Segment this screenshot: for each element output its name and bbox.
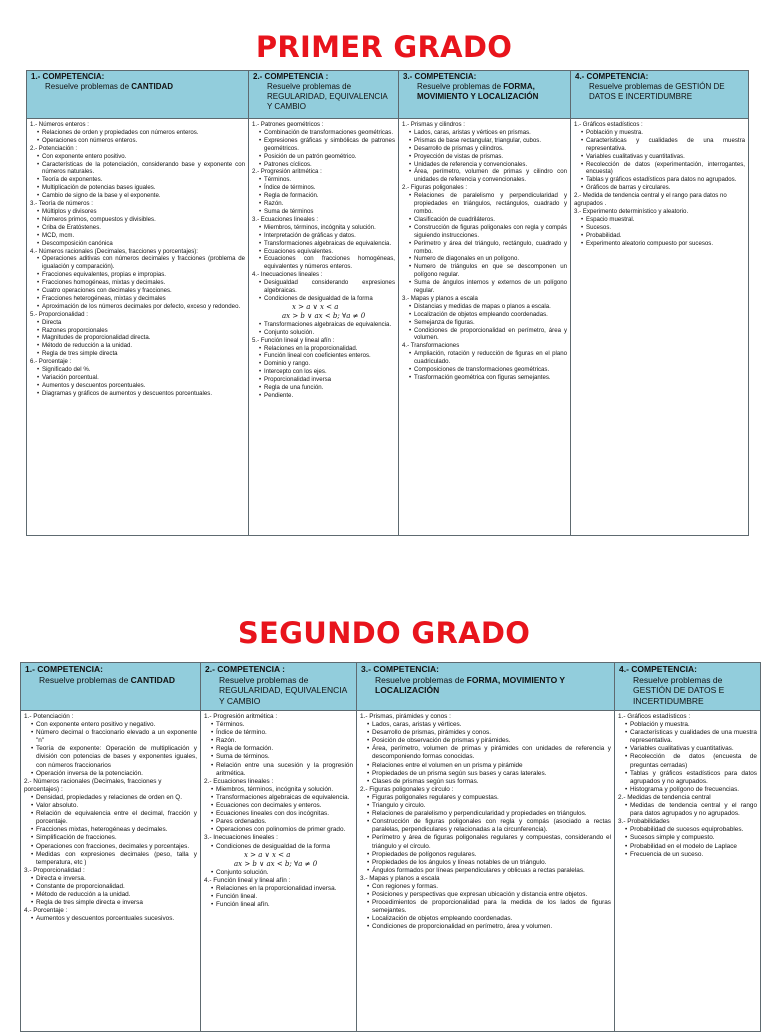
section-title: 5.- Función lineal y lineal afín : — [252, 336, 335, 344]
topic-item: • Conjunto solución. — [264, 329, 395, 337]
topic-item: • Aumentos y descuentos porcentuales sucesivos. — [36, 915, 197, 923]
topic-item: • Fracciones heterogéneas, mixtas y decimales — [42, 295, 245, 303]
topic-item: • Recolección de datos (experimentación, interrogantes, encuesta) — [586, 161, 745, 177]
topic-list — [252, 321, 395, 337]
topic-item: • Relaciones de paralelismo y perpendicularidad y propiedades en triángulos. — [372, 810, 611, 818]
section-title: 3.- Mapas y planos a escala — [360, 874, 440, 882]
topic-item: • Triangulo y circulo. — [372, 802, 611, 810]
topic-item: • Función lineal afín. — [216, 901, 353, 909]
competency-text: Resuelve problemas de — [45, 82, 132, 91]
topic-item: • Figuras poligonales regulares y compuestas. — [372, 794, 611, 802]
section-title: 3.- Inecuaciones lineales : — [204, 834, 278, 842]
competency-3-content — [399, 119, 571, 536]
topic-item: • MCD, mcm. — [42, 232, 245, 240]
competency-text: Resuelve problemas de REGULARIDAD, EQUIVALENCIA Y CAMBIO — [219, 674, 347, 706]
section-title: 2.- Progresión aritmética : — [252, 168, 322, 176]
grade-2-title: SEGUNDO GRADO — [237, 616, 531, 650]
section-title: 4.- Números racionales (Decimales, fracciones y porcentajes): — [30, 247, 198, 255]
topic-item: • Perímetro y área del triángulo, rectángulo, cuadrado y rombo. — [414, 240, 567, 256]
section-title: 1.- Gráficos estadísticos : — [574, 121, 643, 128]
competency-text: Resuelve problemas de — [375, 674, 467, 685]
grade-1-title: PRIMER GRADO — [255, 30, 513, 64]
competency-number: 3.- COMPETENCIA: — [403, 72, 477, 81]
topic-item: • Razones proporcionales — [42, 327, 245, 335]
topic-item: • Medidas de tendencia central y el rango para datos agrupados y no agrupados. — [630, 802, 757, 818]
competency-description — [403, 82, 566, 102]
competency-focus: CANTIDAD — [131, 82, 174, 91]
topic-item: • Espacio muestral. — [586, 216, 745, 224]
topic-item: • Operaciones con números enteros. — [42, 137, 245, 145]
topic-list — [618, 826, 757, 858]
topic-item: • Variación porcentual. — [42, 374, 245, 382]
topic-item: • Función lineal. — [216, 893, 353, 901]
section-title: 2.- Figuras poligonales y circulo : — [360, 785, 454, 793]
competency-4-header — [571, 71, 749, 119]
topic-item: • Regla de formación. — [264, 192, 395, 200]
topic-item: • Localización de objetos empleando coordenadas. — [414, 311, 567, 319]
topic-item: • Con exponente entero positivo y negativo. — [36, 721, 197, 729]
topic-item: • Variables cualitativas y cuantitativas. — [586, 153, 745, 161]
topic-item: • Distancias y medidas de mapas o planos a escala. — [414, 303, 567, 311]
topic-item: • Probabilidad. — [586, 232, 745, 240]
inequality-formula: x > a ∨ x < a — [244, 850, 291, 859]
topic-item: • Números primos, compuestos y divisibles. — [42, 216, 245, 224]
topic-item: • Aumentos y descuentos porcentuales. — [42, 382, 245, 390]
topic-item: • Criba de Eratóstenes. — [42, 224, 245, 232]
competency-text: Resuelve problemas de — [39, 674, 131, 685]
topic-list — [24, 875, 197, 907]
section-title: 4.- Inecuaciones lineales : — [252, 271, 323, 279]
competency-4-header — [615, 663, 761, 711]
topic-list — [30, 255, 245, 310]
topic-item: • Semejanza de figuras. — [414, 319, 567, 327]
topic-list — [574, 216, 745, 248]
competency-2-content — [249, 119, 399, 536]
competency-number: 3.- COMPETENCIA: — [361, 664, 439, 674]
topic-item: • Significado del %. — [42, 366, 245, 374]
inequality-formula: ax > b ∨ ax < b; ∀a ≠ 0 — [282, 311, 366, 320]
topic-item: • Con regiones y formas. — [372, 883, 611, 891]
topic-list — [30, 153, 245, 200]
topic-item: • Características de la potenciación, considerando base y exponente con números naturales. — [42, 161, 245, 177]
competency-number: 4.- COMPETENCIA: — [619, 664, 697, 674]
inequality-formula: ax > b ∨ ax < b; ∀a ≠ 0 — [234, 859, 318, 868]
competency-description — [575, 82, 744, 102]
topic-item: • Transformaciones algebraicas de equivalencia. — [264, 321, 395, 329]
section-title: 3.- Probabilidades — [618, 818, 670, 826]
section-title: 2.- Potenciación : — [30, 144, 78, 152]
competency-description — [31, 82, 244, 92]
topic-item: • Índice de término. — [216, 729, 353, 737]
competency-focus: FORMA, MOVIMIENTO Y LOCALIZACIÓN — [417, 82, 539, 101]
topic-item: • Número decimal o fraccionario elevado a un exponente "n" — [36, 729, 197, 745]
topic-list — [204, 721, 353, 778]
topic-item: • Construcción de figuras poligonales con regla y compás (asociado a rectas paralelas, perpendiculares y relacionadas a la circunferencia). — [372, 818, 611, 834]
topic-item: • Proporcionalidad inversa — [264, 376, 395, 384]
topic-item: • Miembros, términos, incógnita y solución. — [264, 224, 395, 232]
topic-item: • Localización de objetos empleando coordenadas. — [372, 915, 611, 923]
topic-item: • Desigualdad considerando expresiones algebraicas. — [264, 279, 395, 295]
topic-list — [402, 129, 567, 184]
topic-list — [204, 786, 353, 835]
topic-item: • Medidas con expresiones decimales (peso, talla y temperatura, etc ) — [36, 851, 197, 867]
competency-text: Resuelve problemas de — [417, 82, 504, 91]
topic-list — [402, 192, 567, 295]
topic-item: • Regla de tres simple directa e inversa — [36, 899, 197, 907]
topic-item: • Condiciones de desigualdad de la forma — [216, 843, 353, 851]
topic-item: • Prismas de base rectangular, triangular, cubos. — [414, 137, 567, 145]
topic-item: • Características y cualidades de una muestra representativa. — [630, 729, 757, 745]
section-title: 3.- Experimento determinístico y aleatorio. — [574, 207, 689, 215]
topic-list — [24, 794, 197, 867]
topic-item: • Relaciones en la proporcionalidad inversa. — [216, 885, 353, 893]
competency-description — [619, 675, 756, 707]
topic-item: • Sucesos. — [586, 224, 745, 232]
topic-item: • Clasificación de cuadriláteros. — [414, 216, 567, 224]
competency-focus: FORMA, MOVIMIENTO Y LOCALIZACIÓN — [375, 674, 565, 695]
competency-focus: CANTIDAD — [130, 674, 176, 685]
topic-item: • Relaciones entre el volumen en un prisma y pirámide — [372, 762, 611, 770]
section-title: 4.- Porcentaje : — [24, 907, 68, 915]
competency-2-header — [249, 71, 399, 119]
topic-item: • Dominio y rango. — [264, 360, 395, 368]
section-title: 1.- Patrones geométricos : — [252, 121, 324, 128]
grade-2-table — [20, 662, 761, 1032]
topic-item: • Fracciones equivalentes, propias e impropias. — [42, 271, 245, 279]
competency-3-header — [399, 71, 571, 119]
competency-number: 2.- COMPETENCIA : — [253, 72, 329, 81]
topic-item: • Intercepto con los ejes. — [264, 368, 395, 376]
topic-item: • Propiedades de los ángulos y líneas notables de un triángulo. — [372, 859, 611, 867]
topic-list — [360, 794, 611, 875]
topic-item: • Ángulos formados por líneas perpendiculares y oblicuas a rectas paralelas. — [372, 867, 611, 875]
section-title: 6.- Porcentaje : — [30, 358, 72, 366]
competency-description — [205, 675, 352, 707]
section-title: 2.- Ecuaciones lineales : — [204, 777, 274, 785]
topic-item: • Proyección de vistas de prismas. — [414, 153, 567, 161]
topic-item: • Clases de prismas según sus formas. — [372, 778, 611, 786]
topic-item: • Condiciones de desigualdad de la forma — [264, 295, 395, 303]
competency-3-header — [357, 663, 615, 711]
topic-item: • Propiedades de un prisma según sus bases y caras laterales. — [372, 770, 611, 778]
topic-item: • Regla de una función. — [264, 384, 395, 392]
topic-item: • Relaciones de paralelismo y perpendicularidad y propiedades en triángulos, rectángulos, cuadrado y rombo. — [414, 192, 567, 216]
section-title: 2.- Medidas de tendencia central — [618, 793, 711, 801]
competency-description — [25, 675, 196, 686]
section-title: 4.- Función lineal y lineal afín : — [204, 876, 291, 884]
topic-item: • Ecuaciones con fracciones homogéneas, equivalentes y números enteros. — [264, 255, 395, 271]
topic-item: • Combinación de transformaciones geométricas. — [264, 129, 395, 137]
grade-1-table — [26, 70, 749, 536]
competency-description — [361, 675, 610, 696]
section-title: 1.- Prismas, pirámides y conos : — [360, 713, 451, 720]
topic-item: • Condiciones de proporcionalidad en perímetro, área y volumen. — [372, 923, 611, 931]
topic-item: • Tablas y gráficos estadísticos para datos agrupados y no agrupados. — [630, 770, 757, 786]
topic-item: • Recolección de datos (encuesta de preguntas cerradas) — [630, 753, 757, 769]
topic-item: • Miembros, términos, incógnita y solución. — [216, 786, 353, 794]
topic-list — [402, 350, 567, 382]
topic-list — [252, 345, 395, 400]
topic-item: • Población y muestra. — [586, 129, 745, 137]
topic-item: • Transformaciones algebraicas de equivalencia. — [216, 794, 353, 802]
topic-list — [360, 721, 611, 786]
topic-item: • Ecuaciones equivalentes. — [264, 248, 395, 256]
topic-item: • Método de reducción a la unidad. — [36, 891, 197, 899]
topic-item: • Razón. — [264, 200, 395, 208]
topic-list — [24, 721, 197, 778]
topic-item: • Sucesos simple y compuesto. — [630, 834, 757, 842]
topic-item: • Relaciones de orden y propiedades con números enteros. — [42, 129, 245, 137]
topic-item: • Magnitudes de proporcionalidad directa. — [42, 334, 245, 342]
competency-3-content — [357, 711, 615, 1032]
topic-list — [30, 208, 245, 248]
competency-1-content — [27, 119, 249, 536]
competency-text: Resuelve problemas de GESTIÓN DE DATOS E INCERTIDUMBRE — [633, 674, 725, 706]
topic-item: • Pares ordenados. — [216, 818, 353, 826]
section-title: 1.- Gráficos estadísticos : — [618, 713, 691, 720]
topic-item: • Directa — [42, 319, 245, 327]
topic-item: • Función lineal con coeficientes enteros. — [264, 352, 395, 360]
topic-item: • Índice de términos. — [264, 184, 395, 192]
topic-item: • Multiplicación de potencias bases iguales. — [42, 184, 245, 192]
content-row — [21, 711, 761, 1032]
topic-list — [252, 176, 395, 216]
competency-2-content — [201, 711, 357, 1032]
competency-number: 4.- COMPETENCIA: — [575, 72, 649, 81]
section-title: 3.- Ecuaciones lineales : — [252, 215, 319, 223]
topic-item: • Área, perímetro, volumen de primas y pirámides con unidades de referencia y descomponiendo formas conocidas. — [372, 745, 611, 761]
topic-item: • Suma de ángulos internos y externos de un polígono regular. — [414, 279, 567, 295]
topic-item: • Numero de triángulos en que se descomponen un polígono regular. — [414, 263, 567, 279]
topic-item: • Simplificación de fracciones. — [36, 834, 197, 842]
topic-item: • Fracciones homogéneas, mixtas y decimales. — [42, 279, 245, 287]
section-title: 3.- Proporcionalidad : — [24, 866, 85, 874]
competency-description — [253, 82, 394, 112]
section-title: 3.- Teoría de números : — [30, 200, 93, 208]
topic-item: • Relaciones en la proporcionalidad. — [264, 345, 395, 353]
topic-item: • Histograma y polígono de frecuencias. — [630, 786, 757, 794]
topic-list — [204, 885, 353, 909]
section-title: 2.- Números racionales (Decimales, fracciones y porcentajes) : — [24, 777, 162, 793]
topic-item: • Aproximación de los números decimales por defecto, exceso y redondeo. — [42, 303, 245, 311]
topic-item: • Diagramas y gráficos de aumentos y descuentos porcentuales. — [42, 390, 245, 398]
topic-item: • Densidad, propiedades y relaciones de orden en Q. — [36, 794, 197, 802]
topic-item: • Operaciones con polinomios de primer grado. — [216, 826, 353, 834]
topic-list — [204, 843, 353, 851]
topic-item: • Múltiplos y divisores — [42, 208, 245, 216]
topic-list — [252, 224, 395, 271]
topic-item: • Probabilidad en el modelo de Laplace — [630, 843, 757, 851]
topic-item: • Ecuaciones con decimales y enteros. — [216, 802, 353, 810]
topic-item: • Operaciones aditivas con números decimales y fracciones (problema de igualación y comparación). — [42, 255, 245, 271]
section-title: 4.- Transformaciones — [402, 342, 460, 350]
topic-item: • Operaciones con fracciones, decimales y porcentajes. — [36, 843, 197, 851]
topic-item: • Interpretación de gráficas y datos. — [264, 232, 395, 240]
content-row — [27, 119, 749, 536]
topic-item: • Gráficos de barras y circulares. — [586, 184, 745, 192]
competency-2-header — [201, 663, 357, 711]
section-title: 1.- Potenciación : — [24, 713, 74, 720]
topic-list — [618, 802, 757, 818]
topic-item: • Pendiente. — [264, 392, 395, 400]
topic-item: • Suma de términos — [264, 208, 395, 216]
topic-list — [252, 129, 395, 169]
competency-4-content — [615, 711, 761, 1032]
topic-item: • Variables cualitativas y cuantitativas. — [630, 745, 757, 753]
topic-item: • Operación inversa de la potenciación. — [36, 770, 197, 778]
topic-item: • Frecuencia de un suceso. — [630, 851, 757, 859]
topic-item: • Numero de diagonales en un polígono. — [414, 255, 567, 263]
topic-item: • Valor absoluto. — [36, 802, 197, 810]
topic-item: • Teoría de exponentes. — [42, 176, 245, 184]
topic-item: • Unidades de referencia y convencionales. — [414, 161, 567, 169]
topic-item: • Directa e inversa. — [36, 875, 197, 883]
topic-item: • Conjunto solución. — [216, 869, 353, 877]
section-title: 2.- Figuras poligonales : — [402, 184, 468, 192]
topic-list — [24, 915, 197, 923]
topic-item: • Razón. — [216, 737, 353, 745]
topic-item: • Método de reducción a la unidad. — [42, 342, 245, 350]
topic-item: • Experimento aleatorio compuesto por sucesos. — [586, 240, 745, 248]
topic-item: • Desarrollo de prismas, pirámides y conos. — [372, 729, 611, 737]
topic-list — [574, 129, 745, 192]
competency-1-header — [21, 663, 201, 711]
topic-item: • Términos. — [216, 721, 353, 729]
topic-item: • Ecuaciones lineales con dos incógnitas. — [216, 810, 353, 818]
header-row — [21, 663, 761, 711]
topic-list — [252, 279, 395, 303]
topic-item: • Regla de tres simple directa — [42, 350, 245, 358]
topic-list — [402, 303, 567, 343]
topic-item: • Descomposición canónica — [42, 240, 245, 248]
topic-item: • Composiciones de transformaciones geométricas. — [414, 366, 567, 374]
topic-item: • Con exponente entero positivo. — [42, 153, 245, 161]
topic-item: • Desarrollo de prismas y cilindros. — [414, 145, 567, 153]
topic-item: • Construcción de figuras poligonales con regla y compás siguiendo instrucciones. — [414, 224, 567, 240]
topic-item: • Posición de un patrón geométrico. — [264, 153, 395, 161]
topic-list — [30, 129, 245, 145]
topic-item: • Constante de proporcionalidad. — [36, 883, 197, 891]
topic-item: • Área, perímetro, volumen de primas y cilindro con unidades de referencia y convencionales. — [414, 168, 567, 184]
competency-4-content — [571, 119, 749, 536]
topic-item: • Procedimientos de proporcionalidad para la medida de los lados de figuras semejantes. — [372, 899, 611, 915]
topic-item: • Población y muestra. — [630, 721, 757, 729]
topic-item: • Transformaciones algebraicas de equivalencia. — [264, 240, 395, 248]
topic-item: • Cuatro operaciones con decimales y fracciones. — [42, 287, 245, 295]
topic-item: • Regla de formación. — [216, 745, 353, 753]
topic-item: • Términos. — [264, 176, 395, 184]
competency-1-content — [21, 711, 201, 1032]
competency-text: Resuelve problemas de REGULARIDAD, EQUIVALENCIA Y CAMBIO — [267, 82, 388, 111]
topic-item: • Fracciones mixtas, heterogéneas y decimales. — [36, 826, 197, 834]
section-title: 5.- Proporcionalidad : — [30, 310, 88, 318]
topic-item: • Relación entre una sucesión y la progresión aritmética. — [216, 762, 353, 778]
topic-item: • Expresiones gráficas y simbólicas de patrones geométricos. — [264, 137, 395, 153]
section-title: 1.- Números enteros : — [30, 121, 89, 128]
competency-1-header — [27, 71, 249, 119]
section-title: 3.- Mapas y planos a escala — [402, 294, 478, 302]
topic-item: • Suma de términos. — [216, 753, 353, 761]
section-title: 2.- Medida de tendencia central y el rango para datos no agrupados . — [574, 192, 727, 208]
topic-item: • Probabilidad de sucesos equiprobables. — [630, 826, 757, 834]
topic-item: • Posición de observación de prismas y pirámides. — [372, 737, 611, 745]
topic-item: • Lados, caras, aristas y vértices. — [372, 721, 611, 729]
topic-item: • Relación de equivalencia entre el decimal, fracción y porcentaje. — [36, 810, 197, 826]
section-title: 1.- Prismas y cilindros : — [402, 121, 465, 128]
topic-item: • Cambio de signo de la base y el exponente. — [42, 192, 245, 200]
header-row — [27, 71, 749, 119]
topic-item: • Condiciones de proporcionalidad en perímetro, área y volumen. — [414, 327, 567, 343]
competency-number: 1.- COMPETENCIA: — [31, 72, 105, 81]
topic-item: • Perímetro y área de figuras poligonales regulares y compuestas, considerando el triángulo y el círculo. — [372, 834, 611, 850]
topic-list — [204, 869, 353, 877]
topic-list — [30, 366, 245, 398]
topic-item: • Trasformación geométrica con figuras semejantes. — [414, 374, 567, 382]
competency-number: 2.- COMPETENCIA : — [205, 664, 285, 674]
topic-list — [360, 883, 611, 932]
topic-item: • Propiedades de polígonos regulares. — [372, 851, 611, 859]
topic-list — [618, 721, 757, 794]
inequality-formula: x > a ∨ x < a — [292, 302, 339, 311]
topic-item: • Ampliación, rotación y reducción de figuras en el plano cuadriculado. — [414, 350, 567, 366]
competency-number: 1.- COMPETENCIA: — [25, 664, 103, 674]
topic-item: • Tablas y gráficos estadísticos para datos no agrupados. — [586, 176, 745, 184]
topic-list — [30, 319, 245, 359]
topic-item: • Lados, caras, aristas y vértices en prismas. — [414, 129, 567, 137]
topic-item: • Teoría de exponente: Operación de multiplicación y división con potencias de bases y exponentes iguales, con números fraccionarios — [36, 745, 197, 769]
topic-item: • Posiciones y perspectivas que expresan ubicación y distancia entre objetos. — [372, 891, 611, 899]
topic-item: • Patrones cíclicos. — [264, 161, 395, 169]
topic-item: • Características y cualidades de una muestra representativa. — [586, 137, 745, 153]
section-title: 1.- Progresión aritmética : — [204, 713, 278, 720]
competency-text: Resuelve problemas de GESTIÓN DE DATOS E INCERTIDUMBRE — [589, 82, 725, 101]
